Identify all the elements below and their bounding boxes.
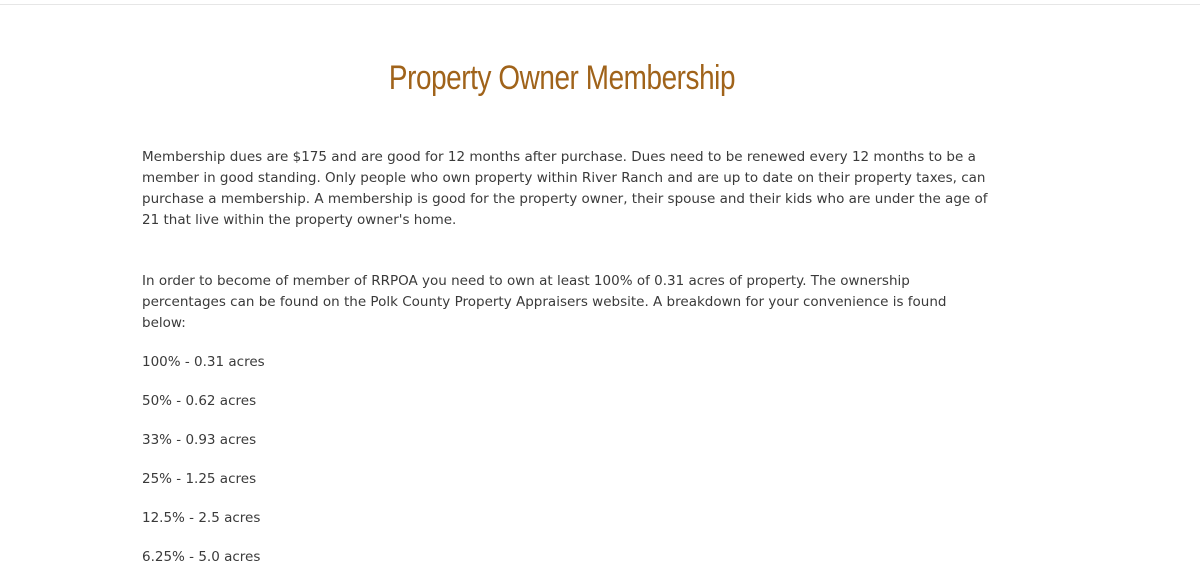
page-title: Property Owner Membership [388,59,736,97]
breakdown-item-25: 25% - 1.25 acres [142,471,257,487]
breakdown-item-6-25: 6.25% - 5.0 acres [142,549,261,561]
membership-dues-paragraph: Membership dues are $175 and are good for 12 months after purchase. Dues need to be renewed every 12 months to be a member in good standing. Only people who own property within River Ranch and are up to date on their property taxes, can purchase a membership. A membership is good for the property owner, their spouse and their kids who are under the age of 21 that live within the property owner's home. [142,149,988,228]
acreage-breakdown-list [142,352,992,561]
ownership-requirement-paragraph: In order to become of member of RRPOA you need to own at least 100% of 0.31 acres of property. The ownership percentages can be found on the Polk County Property Appraisers website. A breakdown for your convenience is found below: [142,273,947,331]
top-divider [0,4,1200,5]
breakdown-item-50: 50% - 0.62 acres [142,393,257,409]
breakdown-item-100: 100% - 0.31 acres [142,354,265,370]
breakdown-item-12-5: 12.5% - 2.5 acres [142,510,261,526]
content-section [142,147,992,561]
breakdown-item-33: 33% - 0.93 acres [142,432,257,448]
